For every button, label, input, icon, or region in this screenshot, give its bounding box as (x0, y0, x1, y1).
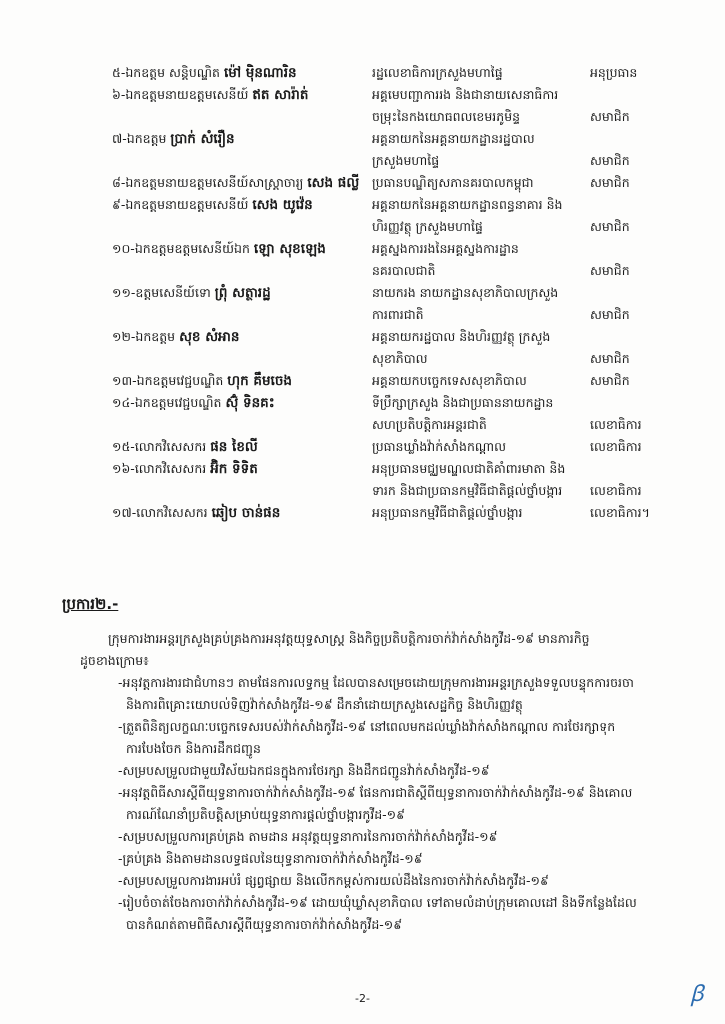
member-position-line: ប្រធានបណ្ឌិត្យសភានគរបាលកម្ពុជា (372, 175, 534, 190)
member-role: សមាជិក (590, 307, 630, 322)
member-name: ប្រាក់ សំរឿន (170, 131, 235, 147)
member-row (112, 128, 682, 172)
duty-item (118, 672, 683, 716)
member-position-line: អគ្គនាយកបច្ចេកទេសសុខាភិបាល (372, 373, 527, 388)
member-position (372, 282, 592, 326)
member-name-cell (112, 128, 370, 150)
member-position-line: ចម្រុះនៃកងយោធពលខេមរភូមិន្ទ (372, 109, 521, 124)
handwritten-mark: ꞵ (690, 982, 704, 1007)
member-row (112, 84, 682, 128)
member-position-line: អគ្គមេបញ្ជាការរង និងជានាយសេនាធិការ (372, 87, 559, 102)
duty-line: -អនុវត្តពិធីសារស្តីពីយុទ្ធនាការចាក់វ៉ាក់សាំងកូវីដ-១៩ ផែនការជាតិស្តីពីយុទ្ធនាការចាក់វ៉ាក់សាំងកូវីដ-១៩ និងគោល (118, 785, 633, 800)
article-2-intro (80, 628, 678, 672)
member-name-cell (112, 436, 370, 458)
member-name: អ៊ិក ទិទិត (210, 461, 258, 477)
member-row (112, 282, 682, 326)
member-role: អនុប្រធាន (590, 65, 638, 80)
member-name-cell (112, 326, 370, 348)
member-name-cell (112, 62, 370, 84)
duty-line: -សម្របសម្រួលជាមួយវិស័យឯកជនក្នុងការថែរក្សា និងដឹកជញ្ជូនវ៉ាក់សាំងកូវីដ-១៩ (118, 763, 490, 778)
duty-line: -អនុវត្តការងារជាជំហានៗ តាមផែនការលទ្ធកម្ម ដែលបានសម្រេចដោយក្រុមការងារអន្តរក្រសួងទទួលបន្ទុកការចរចា (118, 675, 634, 690)
member-row (112, 326, 682, 370)
member-position-line: អគ្គនាយករដ្ឋបាល និងហិរញ្ញវត្ថុ ក្រសួង (372, 329, 551, 344)
member-role: សមាជិក (590, 373, 630, 388)
duty-line: -សម្របសម្រួលការគ្រប់គ្រង តាមដាន អនុវត្តយុទ្ធនាការនៃការចាក់វ៉ាក់សាំងកូវីដ-១៩ (118, 829, 498, 844)
member-name-cell (112, 282, 370, 304)
member-name-cell (112, 370, 370, 392)
member-title: ១១-ឧត្តមសេនីយ៍ទោ (112, 285, 215, 300)
member-position-line: សុខាភិបាល (372, 351, 428, 366)
duty-line: -រៀបចំចាត់ចែងការចាក់វ៉ាក់សាំងកូវីដ-១៩ ដោយឃុំឃ្លាំសុខាភិបាល ទៅតាមលំដាប់ក្រុមគោលដៅ និងទីកន្លែងដែល (118, 895, 637, 910)
duty-item (118, 716, 683, 760)
member-title: ១០-ឯកឧត្តមឧត្តមសេនីយ៍ឯក (112, 241, 254, 256)
duty-item (118, 760, 683, 782)
member-role: សមាជិក (590, 153, 630, 168)
duty-line: បានកំណត់តាមពិធីសារស្តីពីយុទ្ធនាការចាក់វ៉ាក់សាំងកូវីដ-១៩ (126, 917, 403, 932)
member-position-line: ប្រធានឃ្លាំងវ៉ាក់សាំងកណ្តាល (372, 439, 507, 454)
member-position-line: ហិរញ្ញវត្ថុ ក្រសួងមហាផ្ទៃ (372, 219, 483, 234)
member-position (372, 392, 592, 436)
member-position-line: អនុប្រធានមជ្ឈមណ្ឌលជាតិគាំពារមាតា និង (372, 461, 566, 476)
member-position-line: អគ្គនាយកនៃអគ្គនាយកដ្ឋានរដ្ឋបាល (372, 131, 535, 146)
member-role: លេខាធិការ (590, 483, 642, 498)
member-title: ១៧-លោកវិសេសករ (112, 505, 212, 520)
duty-line: ការណ៍ណែនាំប្រតិបត្តិសម្រាប់យុទ្ធនាការផ្តល់ថ្នាំបង្ការកូវីដ-១៩ (126, 807, 405, 822)
member-name: ព្រុំ សត្ថារដ្ឋ (214, 285, 271, 301)
member-position-line: អគ្គនាយកនៃអគ្គនាយកដ្ឋានពន្ធនាគារ និង (372, 197, 563, 212)
duty-line: ការបែងចែក និងការដឹកជញ្ជូន (126, 741, 261, 756)
member-name-cell (112, 502, 370, 524)
duty-item (118, 826, 683, 848)
member-position (372, 370, 592, 392)
member-position-line: ទីប្រឹក្សាក្រសួង និងជាប្រធាននាយកដ្ឋាន (372, 395, 554, 410)
committee-members-list (112, 62, 682, 524)
page-number: -2- (355, 992, 370, 1005)
member-position (372, 62, 592, 84)
member-title: ៨-ឯកឧត្តមនាយឧត្តមសេនីយ៍សាស្ត្រាចារ្យ (112, 175, 308, 190)
duty-item (118, 892, 683, 936)
member-row (112, 370, 682, 392)
member-position (372, 84, 592, 128)
intro-line-1: ក្រុមការងារអន្តរក្រសួងគ្រប់គ្រងការអនុវត្តយុទ្ធសាស្ត្រ និងកិច្ចប្រតិបត្តិការចាក់វ៉ាក់សាំងកូវីដ-១៩ មានភារកិច្ច (108, 631, 590, 646)
member-position-line: រដ្ឋលេខាធិការក្រសួងមហាផ្ទៃ (372, 65, 503, 80)
member-position-line: អនុប្រធានកម្មវិធីជាតិផ្តល់ថ្នាំបង្ការ (372, 505, 523, 520)
member-position (372, 128, 592, 172)
member-name: ហុក គឹមចេង (227, 373, 292, 389)
member-position (372, 458, 592, 502)
member-row (112, 238, 682, 282)
member-name: ស៊ុំ ទិនគះ (225, 395, 275, 411)
member-position-line: ទារក និងជាប្រធានកម្មវិធីជាតិផ្តល់ថ្នាំបង្ការ (372, 483, 563, 498)
member-role: សមាជិក (590, 109, 630, 124)
duty-line: -គ្រប់គ្រង និងតាមដានលទ្ធផលនៃយុទ្ធនាការចាក់វ៉ាក់សាំងកូវីដ-១៩ (118, 851, 423, 866)
member-position-line: នគរបាលជាតិ (372, 263, 436, 278)
member-role: លេខាធិការ (590, 439, 642, 454)
member-name: សេង យូវ៉េន (252, 197, 313, 213)
member-name: ម៉ៅ ម៉ិនណារិន (223, 65, 297, 81)
member-title: ៧-ឯកឧត្តម (112, 131, 171, 146)
member-position-line: សហប្រតិបត្តិការអន្តរជាតិ (372, 417, 487, 432)
member-title: ៦-ឯកឧត្តមនាយឧត្តមសេនីយ៍ (112, 87, 253, 102)
member-title: ១៦-លោកវិសេសករ (112, 461, 211, 476)
member-role: សមាជិក (590, 219, 630, 234)
member-role: សមាជិក (590, 263, 630, 278)
member-row (112, 62, 682, 84)
duty-line: និងការពិគ្រោះយោបល់ទិញវ៉ាក់សាំងកូវីដ-១៩ ដឹកនាំដោយក្រសួងសេដ្ឋកិច្ច និងហិរញ្ញវត្ថុ (126, 697, 523, 712)
duty-line: -សម្របសម្រួលការងារអប់រំ ផ្សព្វផ្សាយ និងលើកកម្ពស់ការយល់ដឹងនៃការចាក់វ៉ាក់សាំងកូវីដ-១៩ (118, 873, 549, 888)
member-title: ១២-ឯកឧត្តម (112, 329, 180, 344)
member-row (112, 436, 682, 458)
member-name: សេង ផល្លី (307, 175, 360, 191)
member-name-cell (112, 194, 370, 216)
duty-item (118, 782, 683, 826)
member-position (372, 238, 592, 282)
member-name-cell (112, 84, 370, 106)
member-name: សុខ សំអាន (179, 329, 240, 345)
member-role: លេខាធិការ (590, 417, 642, 432)
member-name-cell (112, 238, 370, 260)
duty-line: -ត្រួតពិនិត្យលក្ខណៈបច្ចេកទេសរបស់វ៉ាក់សាំងកូវីដ-១៩ នៅពេលមកដល់ឃ្លាំងវ៉ាក់សាំងកណ្តាល ការថែរក្សាទុក (118, 719, 616, 734)
member-position-line: ក្រសួងមហាផ្ទៃ (372, 153, 440, 168)
member-position-line: ការពារជាតិ (372, 307, 424, 322)
member-role: សមាជិក (590, 351, 630, 366)
member-name: ឡោ សុខឡេង (253, 241, 326, 257)
member-name: ឆៀប ចាន់ផន (211, 505, 281, 521)
member-name: ផន ខៃលី (210, 439, 258, 455)
member-row (112, 172, 682, 194)
member-position-line: នាយករង នាយកដ្ឋានសុខាភិបាលក្រសួង (372, 285, 559, 300)
intro-line-2: ដូចខាងក្រោម៖ (80, 653, 149, 668)
member-row (112, 392, 682, 436)
member-title: ៥-ឯកឧត្តម សន្តិបណ្ឌិត (112, 65, 224, 80)
member-role: សមាជិក (590, 175, 630, 190)
article-2-heading: ប្រការ២.- (62, 595, 119, 613)
member-position-line: អគ្គស្នងការរងនៃអគ្គស្នងការដ្ឋាន (372, 241, 519, 256)
member-position (372, 436, 592, 458)
member-position (372, 326, 592, 370)
member-role: លេខាធិការ។ (590, 505, 650, 520)
member-title: ១៣-ឯកឧត្តមវេជ្ជបណ្ឌិត (112, 373, 228, 388)
member-name-cell (112, 458, 370, 480)
member-title: ៩-ឯកឧត្តមនាយឧត្តមសេនីយ៍ (112, 197, 253, 212)
member-name: ឥត សារ៉ាត់ (252, 87, 309, 103)
member-name-cell (112, 172, 370, 194)
duty-item (118, 848, 683, 870)
duties-list (118, 672, 683, 936)
member-position (372, 172, 592, 194)
member-position (372, 194, 592, 238)
duty-item (118, 870, 683, 892)
member-name-cell (112, 392, 370, 414)
member-title: ១៤-ឯកឧត្តមវេជ្ជបណ្ឌិត (112, 395, 226, 410)
member-row (112, 458, 682, 502)
member-position (372, 502, 592, 524)
member-row (112, 194, 682, 238)
member-title: ១៥-លោកវិសេសករ (112, 439, 211, 454)
member-row (112, 502, 682, 524)
